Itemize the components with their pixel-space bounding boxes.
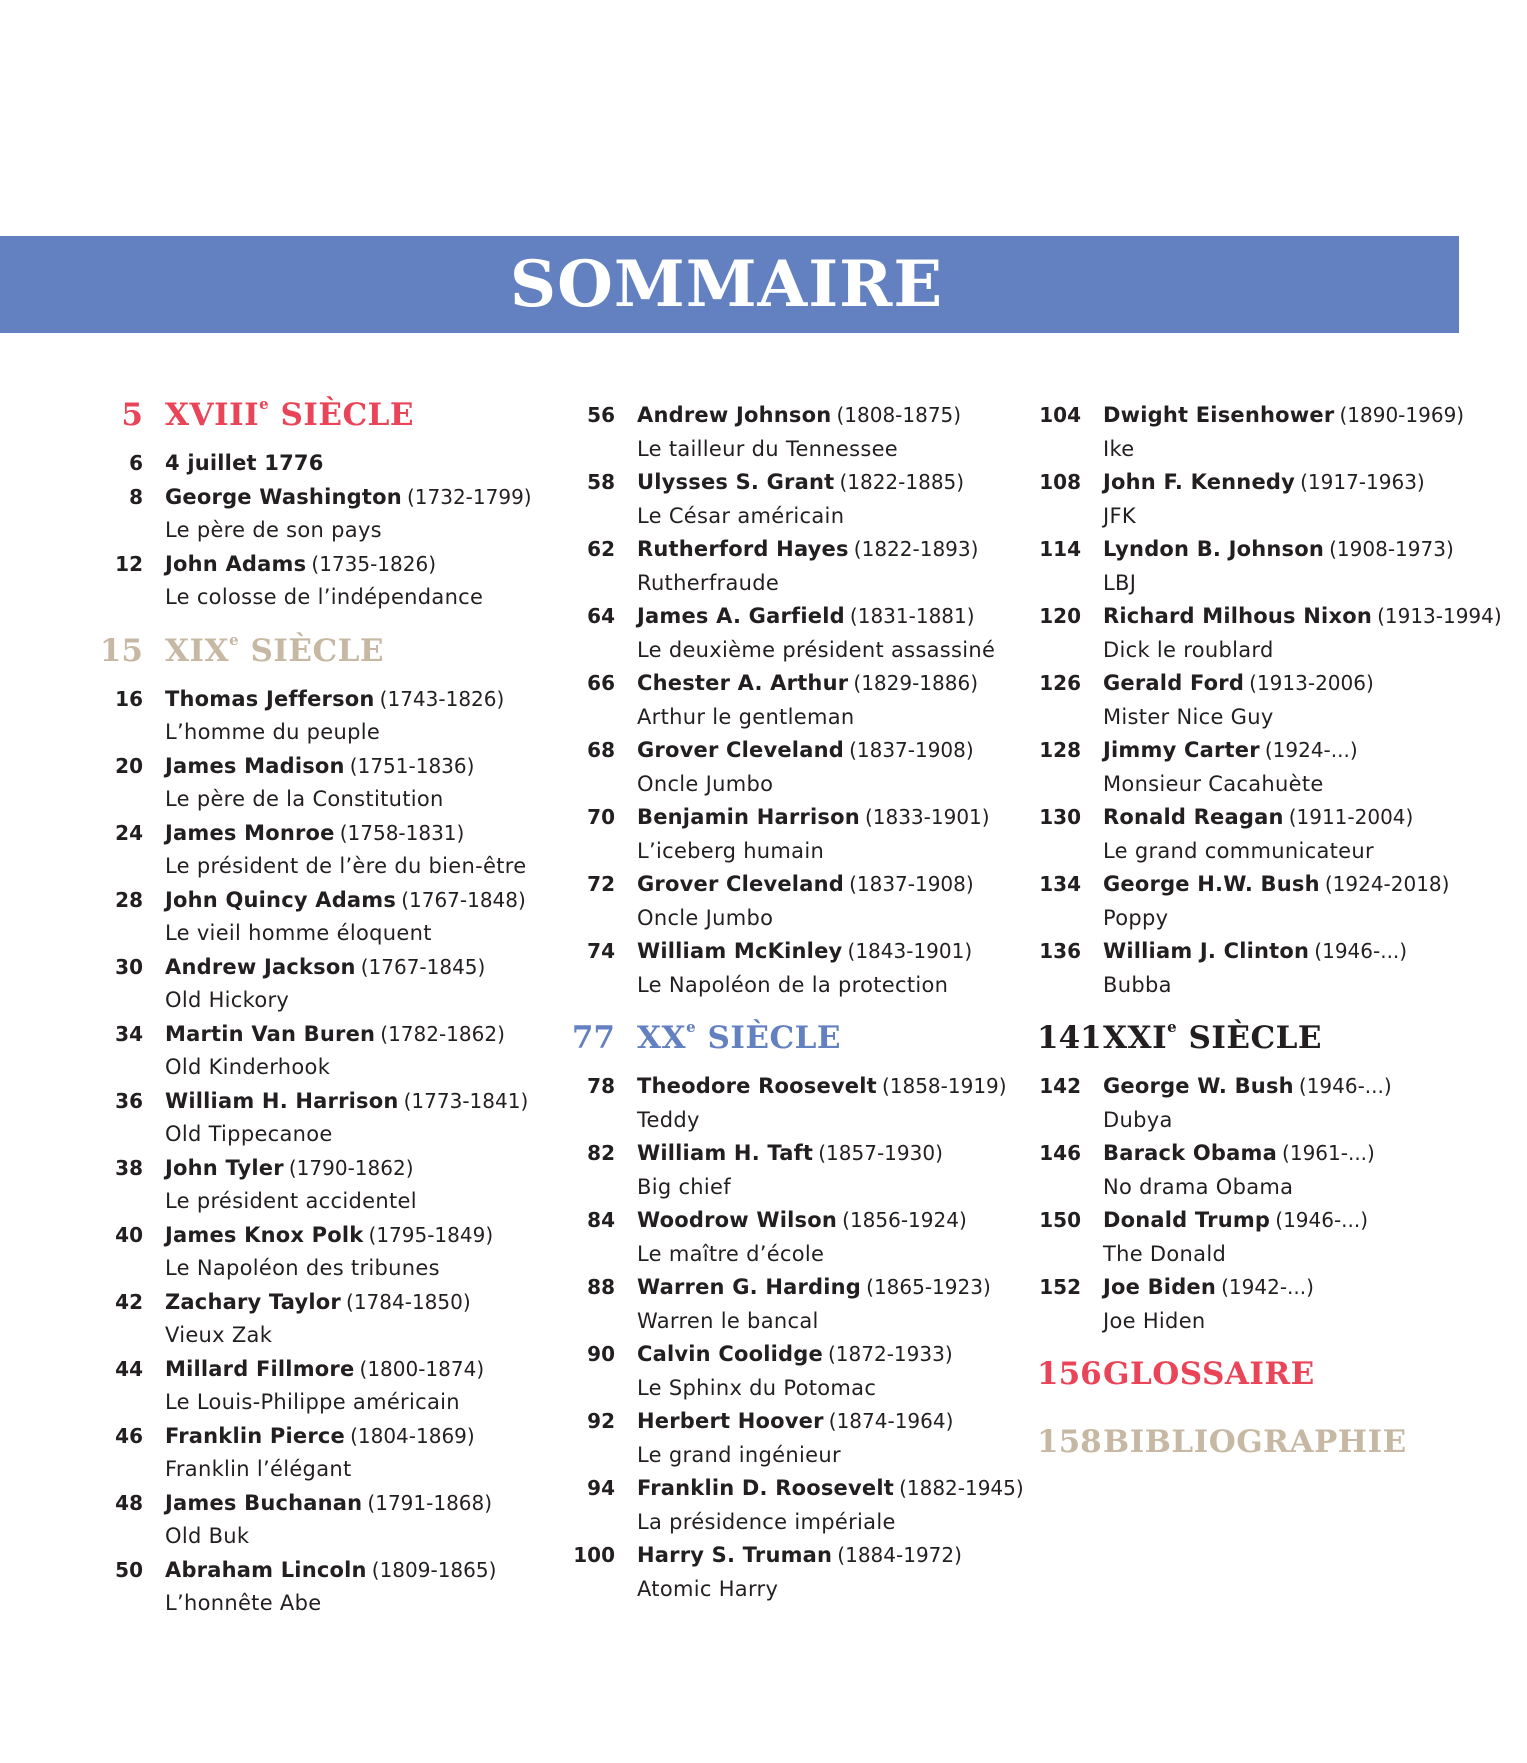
entry-name: William McKinley <box>637 939 843 963</box>
entry-years: (1822-1893) <box>853 537 979 561</box>
entry-nickname: Dubya <box>1103 1107 1173 1132</box>
entry-name: Grover Cleveland <box>637 872 844 896</box>
entry-years: (1837-1908) <box>849 738 974 762</box>
entry-name: William H. Harrison <box>165 1088 399 1113</box>
entry-page: 40 <box>115 1222 143 1247</box>
entry-name: Rutherford Hayes <box>637 537 849 561</box>
entry-page: 74 <box>587 939 615 963</box>
entry-years: (1732-1799) <box>406 484 532 509</box>
entry-page: 100 <box>573 1543 615 1567</box>
entry-name: John Adams <box>165 551 307 576</box>
entry-name: Dwight Eisenhower <box>1103 403 1335 427</box>
section-bibliographie[interactable] <box>1037 1424 1502 1478</box>
entry-years: (1913-2006) <box>1249 671 1374 695</box>
entry-nickname: Atomic Harry <box>637 1576 779 1601</box>
entry-years: (1946-...) <box>1314 939 1408 963</box>
toc-entry[interactable] <box>99 687 532 754</box>
entry-nickname: Old Tippecanoe <box>165 1122 333 1146</box>
entry-years: (1908-1973) <box>1329 537 1454 561</box>
toc-entry[interactable] <box>99 821 532 888</box>
entry-years: (1800-1874) <box>359 1356 485 1381</box>
toc-entry[interactable] <box>571 872 1024 939</box>
toc-entry[interactable] <box>571 403 1024 470</box>
entry-page: 114 <box>1039 537 1081 561</box>
entry-nickname: L’iceberg humain <box>637 838 825 863</box>
entry-years: (1946-...) <box>1298 1074 1392 1098</box>
entry-name: Abraham Lincoln <box>165 1557 367 1582</box>
toc-entry[interactable] <box>99 1022 532 1089</box>
entry-nickname: Le César américain <box>637 503 845 528</box>
entry-nickname: Oncle Jumbo <box>637 771 774 796</box>
entry-name: James Knox Polk <box>165 1222 364 1247</box>
header-banner <box>0 236 1459 333</box>
toc-entry[interactable] <box>571 1141 1024 1208</box>
entry-years: (1751-1836) <box>349 753 475 778</box>
entry-page: 78 <box>587 1074 615 1098</box>
entry-page: 36 <box>115 1088 143 1113</box>
entry-name: George W. Bush <box>1103 1074 1294 1098</box>
entry-nickname: Teddy <box>637 1107 700 1132</box>
entry-years: (1837-1908) <box>849 872 974 896</box>
entry-name: John F. Kennedy <box>1103 470 1296 494</box>
toc-entry[interactable] <box>1037 604 1502 671</box>
entry-page: 42 <box>115 1289 143 1314</box>
entry-page: 134 <box>1039 872 1081 896</box>
entry-name: John Tyler <box>165 1155 284 1180</box>
entry-years: (1808-1875) <box>836 403 962 427</box>
entry-nickname: Warren le bancal <box>637 1308 819 1333</box>
entry-nickname: No drama Obama <box>1103 1174 1294 1199</box>
toc-entry[interactable] <box>1037 872 1502 939</box>
entry-years: (1858-1919) <box>881 1074 1007 1098</box>
entry-nickname: Le tailleur du Tennessee <box>637 436 899 461</box>
entry-years: (1856-1924) <box>842 1208 967 1232</box>
toc-entry[interactable] <box>1037 1208 1502 1275</box>
entry-nickname: Arthur le gentleman <box>637 704 855 729</box>
toc-entry[interactable] <box>1037 939 1502 1006</box>
entry-page: 88 <box>587 1275 615 1299</box>
entry-page: 6 <box>129 451 143 475</box>
entry-nickname: Oncle Jumbo <box>637 905 774 930</box>
entry-nickname: Le colosse de l’indépendance <box>165 585 484 609</box>
section-page: 141 <box>1037 1020 1102 1056</box>
toc-entry[interactable] <box>99 485 532 552</box>
entry-nickname: Le père de la Constitution <box>165 787 444 811</box>
entry-page: 20 <box>115 753 143 778</box>
entry-years: (1872-1933) <box>828 1342 953 1366</box>
entry-years: (1857-1930) <box>818 1141 943 1165</box>
entry-name: James Monroe <box>165 820 335 845</box>
toc-entry[interactable] <box>571 738 1024 805</box>
entry-years: (1865-1923) <box>866 1275 991 1299</box>
entry-page: 70 <box>587 805 615 829</box>
entry-page: 46 <box>115 1423 143 1448</box>
section-page: 158 <box>1037 1424 1102 1460</box>
entry-years: (1884-1972) <box>837 1543 962 1567</box>
entry-page: 152 <box>1039 1275 1081 1299</box>
entry-page: 126 <box>1039 671 1081 695</box>
entry-page: 68 <box>587 738 615 762</box>
entry-nickname: Joe Hiden <box>1103 1308 1206 1333</box>
entry-years: (1767-1848) <box>401 887 526 912</box>
entry-page: 90 <box>587 1342 615 1366</box>
entry-nickname: Le grand communicateur <box>1103 838 1374 863</box>
entry-years: (1773-1841) <box>403 1088 529 1113</box>
section-page: 15 <box>99 632 143 669</box>
section-page: 5 <box>121 397 143 433</box>
entry-nickname: Le deuxième président assassiné <box>637 637 996 662</box>
entry-nickname: Big chief <box>637 1174 731 1199</box>
toc-entry[interactable] <box>571 939 1024 1006</box>
entry-nickname: Dick le roublard <box>1103 637 1274 662</box>
entry-years: (1809-1865) <box>371 1557 497 1582</box>
entry-years: (1829-1886) <box>853 671 979 695</box>
entry-name: Benjamin Harrison <box>637 805 860 829</box>
toc-entry[interactable] <box>571 805 1024 872</box>
entry-page: 38 <box>115 1155 143 1180</box>
toc-entry[interactable] <box>99 1156 532 1223</box>
entry-nickname: Le grand ingénieur <box>637 1442 841 1467</box>
toc-entry[interactable] <box>99 1290 532 1357</box>
toc-entry[interactable] <box>99 1558 532 1625</box>
entry-years: (1961-...) <box>1282 1141 1375 1165</box>
entry-years: (1767-1845) <box>360 954 486 979</box>
entry-nickname: Le Napoléon des tribunes <box>165 1256 440 1280</box>
toc-entry[interactable] <box>571 1074 1024 1141</box>
entry-name: Millard Fillmore <box>165 1356 355 1381</box>
entry-years: (1782-1862) <box>380 1021 505 1046</box>
entry-years: (1882-1945) <box>899 1476 1024 1500</box>
toc-entry[interactable] <box>571 470 1024 537</box>
entry-nickname: Old Kinderhook <box>165 1055 331 1079</box>
entry-years: (1758-1831) <box>339 820 465 845</box>
toc-column-2 <box>571 403 1024 1610</box>
entry-years: (1735-1826) <box>311 551 437 576</box>
entry-years: (1743-1826) <box>379 686 505 711</box>
entry-name: Gerald Ford <box>1103 671 1245 695</box>
entry-nickname: LBJ <box>1103 570 1137 595</box>
entry-years: (1795-1849) <box>368 1222 494 1247</box>
entry-nickname: The Donald <box>1103 1241 1227 1266</box>
toc-entry[interactable] <box>1037 738 1502 805</box>
entry-name: William H. Taft <box>637 1141 814 1165</box>
toc-entry[interactable] <box>99 1089 532 1156</box>
toc-entry[interactable] <box>571 1342 1024 1409</box>
entry-nickname: Old Hickory <box>165 988 290 1012</box>
entry-name: Woodrow Wilson <box>637 1208 838 1232</box>
entry-page: 48 <box>115 1490 143 1515</box>
section-18th-century[interactable] <box>99 397 532 451</box>
entry-page: 24 <box>115 820 143 845</box>
entry-name: Barack Obama <box>1103 1141 1277 1165</box>
entry-page: 130 <box>1039 805 1081 829</box>
toc-entry[interactable] <box>99 1223 532 1290</box>
entry-page: 44 <box>115 1356 143 1381</box>
entry-years: (1911-2004) <box>1288 805 1414 829</box>
toc-entry[interactable] <box>571 671 1024 738</box>
entry-page: 50 <box>115 1557 143 1582</box>
entry-page: 16 <box>115 686 143 711</box>
entry-nickname: Le vieil homme éloquent <box>165 921 432 945</box>
section-page: 77 <box>571 1020 615 1056</box>
entry-name: Theodore Roosevelt <box>637 1074 877 1098</box>
toc-entry[interactable] <box>571 1543 1024 1610</box>
entry-name: 4 juillet 1776 <box>165 451 324 475</box>
entry-years: (1874-1964) <box>828 1409 954 1433</box>
entry-name: Franklin Pierce <box>165 1423 345 1448</box>
entry-page: 108 <box>1039 470 1081 494</box>
entry-page: 34 <box>115 1021 143 1046</box>
section-title: XIXe SIÈCLE <box>165 630 385 669</box>
entry-years: (1833-1901) <box>864 805 990 829</box>
entry-name: Martin Van Buren <box>165 1021 376 1046</box>
entry-name: Donald Trump <box>1103 1208 1271 1232</box>
entry-name: Warren G. Harding <box>637 1275 862 1299</box>
entry-years: (1843-1901) <box>847 939 973 963</box>
section-19th-century[interactable] <box>99 630 532 687</box>
entry-nickname: Le Sphinx du Potomac <box>637 1375 877 1400</box>
entry-name: Ulysses S. Grant <box>637 470 835 494</box>
toc-entry[interactable] <box>1037 1074 1502 1141</box>
entry-page: 8 <box>129 484 143 509</box>
entry-years: (1924-...) <box>1264 738 1358 762</box>
entry-page: 64 <box>587 604 615 628</box>
entry-page: 72 <box>587 872 615 896</box>
entry-years: (1804-1869) <box>350 1423 475 1448</box>
entry-years: (1942-...) <box>1221 1275 1314 1299</box>
entry-name: William J. Clinton <box>1103 939 1310 963</box>
entry-nickname: Ike <box>1103 436 1135 461</box>
entry-years: (1822-1885) <box>839 470 965 494</box>
entry-years: (1831-1881) <box>849 604 975 628</box>
entry-nickname: Rutherfraude <box>637 570 780 595</box>
entry-nickname: L’homme du peuple <box>165 720 381 744</box>
entry-nickname: Bubba <box>1103 972 1172 997</box>
entry-page: 104 <box>1039 403 1081 427</box>
entry-years: (1913-1994) <box>1377 604 1502 628</box>
entry-nickname: Le père de son pays <box>165 518 382 542</box>
entry-nickname: JFK <box>1103 503 1136 528</box>
entry-page: 136 <box>1039 939 1081 963</box>
entry-page: 30 <box>115 954 143 979</box>
section-title: GLOSSAIRE <box>1103 1356 1315 1392</box>
entry-page: 82 <box>587 1141 615 1165</box>
toc-entry[interactable] <box>99 1424 532 1491</box>
toc-entry[interactable] <box>1037 537 1502 604</box>
entry-years: (1791-1868) <box>367 1490 493 1515</box>
toc-entry[interactable] <box>571 1409 1024 1476</box>
section-title: XVIIIe SIÈCLE <box>165 395 415 433</box>
entry-page: 150 <box>1039 1208 1081 1232</box>
toc-entry[interactable] <box>1037 403 1502 470</box>
toc-column-3 <box>1037 403 1502 1478</box>
toc-entry[interactable] <box>571 537 1024 604</box>
entry-nickname: Mister Nice Guy <box>1103 704 1274 729</box>
entry-nickname: Monsieur Cacahuète <box>1103 771 1324 796</box>
toc-entry[interactable] <box>99 451 532 485</box>
entry-name: Richard Milhous Nixon <box>1103 604 1372 628</box>
entry-name: Jimmy Carter <box>1103 738 1260 762</box>
toc-entry[interactable] <box>571 1275 1024 1342</box>
section-title: XXIe SIÈCLE <box>1103 1018 1323 1056</box>
entry-nickname: Franklin l’élégant <box>165 1457 352 1481</box>
toc-entry[interactable] <box>1037 1141 1502 1208</box>
toc-entry[interactable] <box>571 604 1024 671</box>
entry-name: Thomas Jefferson <box>165 686 375 711</box>
section-page: 156 <box>1037 1356 1102 1392</box>
toc-entry[interactable] <box>571 1476 1024 1543</box>
entry-page: 62 <box>587 537 615 561</box>
entry-years: (1890-1969) <box>1339 403 1465 427</box>
entry-name: John Quincy Adams <box>165 887 397 912</box>
page-title: SOMMAIRE <box>509 247 944 322</box>
section-title: XXe SIÈCLE <box>637 1018 842 1056</box>
entry-name: Grover Cleveland <box>637 738 844 762</box>
entry-years: (1917-1963) <box>1300 470 1425 494</box>
toc-entry[interactable] <box>1037 470 1502 537</box>
entry-years: (1946-...) <box>1275 1208 1369 1232</box>
section-title: BIBLIOGRAPHIE <box>1103 1424 1407 1460</box>
entry-page: 58 <box>587 470 615 494</box>
toc-entry[interactable] <box>99 955 532 1022</box>
entry-name: Harry S. Truman <box>637 1543 833 1567</box>
entry-name: Franklin D. Roosevelt <box>637 1476 894 1500</box>
toc-column-1 <box>99 395 532 1625</box>
entry-nickname: Le Louis-Philippe américain <box>165 1390 460 1414</box>
section-21st-century[interactable] <box>1037 1020 1502 1074</box>
toc-entry[interactable] <box>571 1208 1024 1275</box>
entry-name: Zachary Taylor <box>165 1289 341 1314</box>
entry-page: 142 <box>1039 1074 1081 1098</box>
entry-page: 12 <box>115 551 143 576</box>
entry-nickname: Vieux Zak <box>165 1323 273 1347</box>
toc-entry[interactable] <box>99 1357 532 1424</box>
toc-entry[interactable] <box>99 552 532 619</box>
section-20th-century[interactable] <box>571 1020 1024 1074</box>
entry-nickname: Old Buk <box>165 1524 250 1548</box>
entry-name: Chester A. Arthur <box>637 671 849 695</box>
entry-name: George H.W. Bush <box>1103 872 1320 896</box>
entry-nickname: Le président accidentel <box>165 1189 417 1213</box>
entry-nickname: Le maître d’école <box>637 1241 825 1266</box>
entry-name: James Madison <box>165 753 345 778</box>
entry-name: Herbert Hoover <box>637 1409 824 1433</box>
entry-page: 66 <box>587 671 615 695</box>
toc-entry[interactable] <box>1037 805 1502 872</box>
entry-name: Lyndon B. Johnson <box>1103 537 1325 561</box>
toc-entry[interactable] <box>99 888 532 955</box>
entry-nickname: Le président de l’ère du bien-être <box>165 854 527 878</box>
entry-name: Andrew Johnson <box>637 403 832 427</box>
toc-entry[interactable] <box>99 1491 532 1558</box>
entry-years: (1790-1862) <box>288 1155 414 1180</box>
entry-nickname: L’honnête Abe <box>165 1591 322 1615</box>
entry-name: Calvin Coolidge <box>637 1342 823 1366</box>
entry-name: James A. Garfield <box>637 604 845 628</box>
entry-page: 94 <box>587 1476 615 1500</box>
entry-page: 84 <box>587 1208 615 1232</box>
section-glossaire[interactable] <box>1037 1356 1502 1410</box>
entry-name: Ronald Reagan <box>1103 805 1284 829</box>
toc-entry[interactable] <box>99 754 532 821</box>
entry-name: Andrew Jackson <box>165 954 356 979</box>
entry-page: 28 <box>115 887 143 912</box>
entry-page: 92 <box>587 1409 615 1433</box>
entry-page: 128 <box>1039 738 1081 762</box>
entry-nickname: Le Napoléon de la protection <box>637 972 949 997</box>
entry-nickname: La présidence impériale <box>637 1509 896 1534</box>
entry-page: 56 <box>587 403 615 427</box>
toc-entry[interactable] <box>1037 671 1502 738</box>
entry-name: George Washington <box>165 484 402 509</box>
toc-entry[interactable] <box>1037 1275 1502 1342</box>
entry-name: Joe Biden <box>1103 1275 1217 1299</box>
entry-nickname: Poppy <box>1103 905 1169 930</box>
entry-page: 146 <box>1039 1141 1081 1165</box>
entry-page: 120 <box>1039 604 1081 628</box>
entry-years: (1784-1850) <box>346 1289 471 1314</box>
entry-name: James Buchanan <box>165 1490 363 1515</box>
entry-years: (1924-2018) <box>1324 872 1450 896</box>
